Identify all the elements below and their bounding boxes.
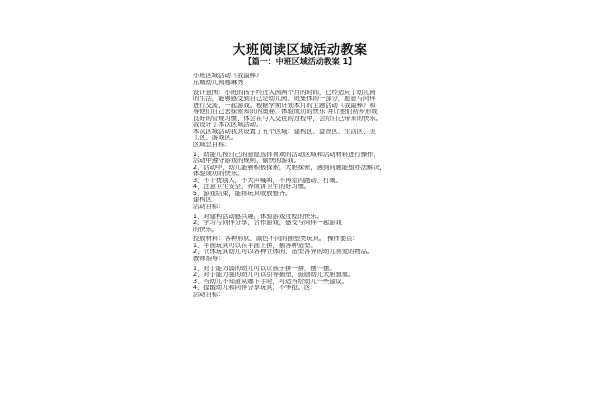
text-line: 设计意图：小班的孩子经过入园两个月的时间，已经适应了幼儿园 (193, 89, 376, 96)
text-line: 5、游戏结束，能将玩具收放整齐。 (193, 190, 292, 197)
text-line: 我设计了本次区域活动。 (193, 122, 263, 129)
text-line: 活动目标： (193, 203, 225, 210)
text-line: 2、活动中，幼儿能够积极探索，大胆探索，遇到问题能想办法解决， (193, 164, 386, 171)
document-subtitle: 【篇一：中班区域活动教案 1】 (243, 57, 357, 66)
text-line: 体验成功的快乐。 (193, 171, 244, 178)
text-line: 本次区域活动我共设置了五个区域：建构区、益智区、生活区、美 (193, 128, 376, 135)
text-line: 的快乐。 (193, 226, 219, 233)
text-line: 良好的常规习惯、体会在与人交往的过程中，会给自己带来的快乐。 (193, 115, 382, 122)
text-line: 1、平面玩具可以在平面上拼，插各种造型。 (193, 242, 317, 249)
text-line: 2、立体玩具幼儿可以各种立体的、造型各异的幼儿喜爱的物品。 (193, 249, 374, 256)
text-line: 4、提醒幼儿和同伴分享玩具，不争抢。区： (193, 285, 317, 292)
text-line: 区域总目标： (193, 141, 231, 148)
document-body (193, 70, 413, 298)
text-line: 3、当幼儿不知道从哪下手时，可适当给幼儿一些建议。 (193, 278, 349, 285)
text-line: 进行交流，一起游戏。根据学期计划本月的主题活动《我最棒》和 (193, 102, 376, 109)
text-line: 教师指导： (193, 255, 225, 262)
text-line: 1、对于能力弱的幼儿可以让孩子拼一拼，摆一摆。 (193, 265, 336, 272)
document-title: 大班阅读区域活动教案 (232, 43, 368, 58)
text-line: 导他们自己去探索知识的奥秘，体验成功的快乐 并让他们初步形成 (193, 109, 378, 116)
text-line: 小班区域活动《我最棒》 (193, 73, 263, 80)
text-line: 4、注意卫生安全，养成讲卫生的好习惯。 (193, 184, 311, 191)
text-line: 3、不干扰别人，不大声喊叫，不再室内跑动、打闹。 (193, 177, 342, 184)
text-line: 投放材料：各种形状、颜色不同的插塑类玩具。 操作要点： (193, 236, 359, 243)
text-line: 的生活，能够感受到自己是幼儿园、班集体的一部分，愿意与同伴 (193, 96, 376, 103)
text-line: 工区、游戏区。 (193, 135, 238, 142)
text-line: 2、对于能力强的幼儿可以引导插塑，鼓励幼儿大胆想象。 (193, 272, 355, 279)
text-line: 1、幼能儿按自己的意愿选择喜欢的活动区域和活动材料进行操作， (193, 151, 380, 158)
text-line: 东城幼儿园穆琳秀 (193, 79, 244, 86)
text-line: 建构区 (193, 197, 212, 204)
text-line: 活动中遵守游戏的规则，愉快的游戏。 (193, 158, 301, 165)
text-line: 活动目标： (193, 291, 225, 298)
text-line: 2、学习与同伴分享，合作游戏，感受与同伴一起游戏 (193, 220, 342, 227)
text-line: 1、对建构活动感兴趣，体验游戏过程的快乐。 (193, 213, 323, 220)
